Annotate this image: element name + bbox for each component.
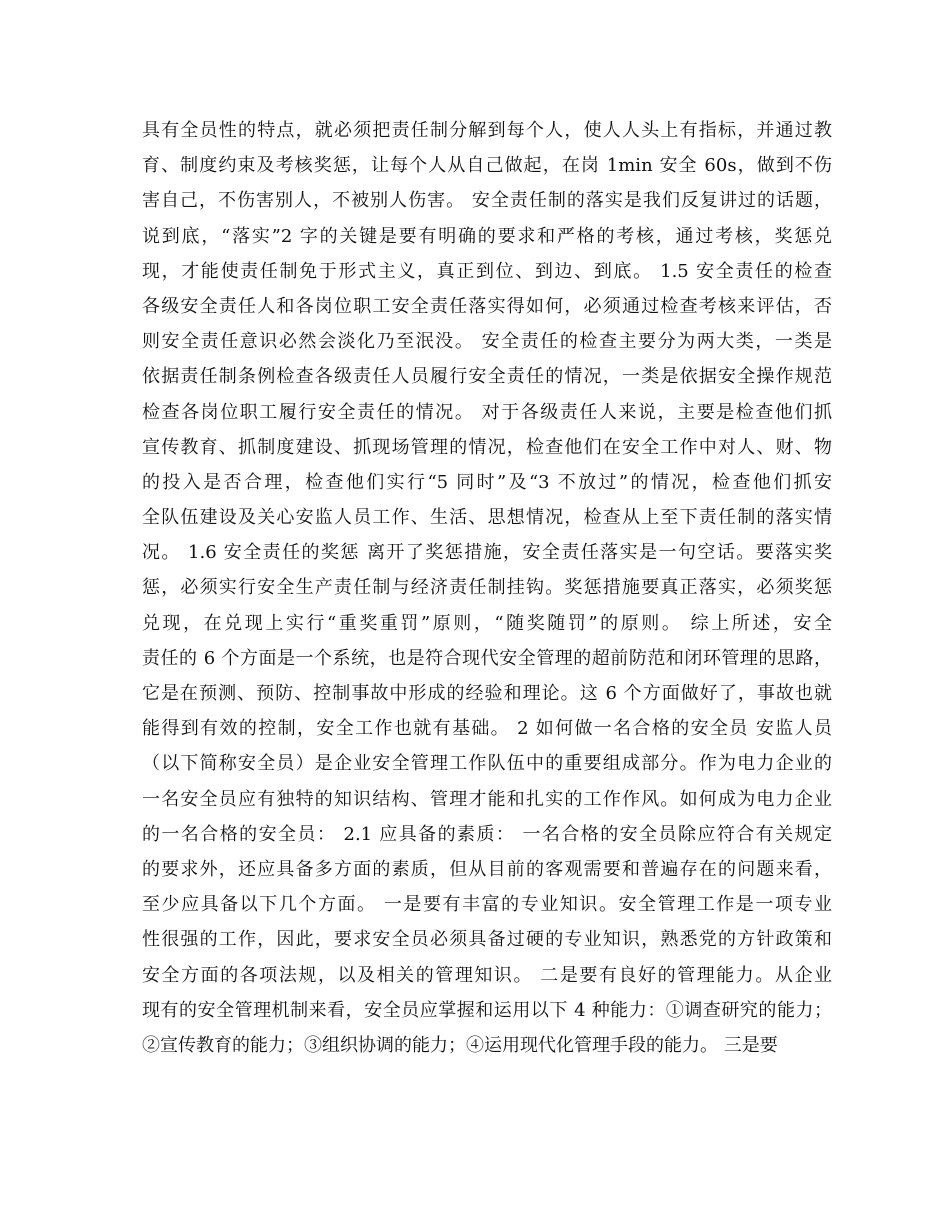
- body-text: [142, 113, 832, 1063]
- text-line: 现有的安全管理机制来看，安全员应掌握和运用以下 4 种能力：①调查研究的能力；: [142, 999, 832, 1021]
- text-line: 的要求外，还应具备多方面的素质，但从目前的客观需要和普遍存在的问题来看，: [142, 858, 832, 880]
- text-line: 具有全员性的特点，就必须把责任制分解到每个人，使人人头上有指标，并通过教: [142, 120, 832, 141]
- text-line: 的投入是否合理，检查他们实行“5 同时”及“3 不放过”的情况，检查他们抓安: [142, 471, 832, 493]
- text-line: 害自己，不伤害别人，不被别人伤害。 安全责任制的落实是我们反复讲过的话题，: [142, 190, 832, 212]
- text-line: 它是在预测、预防、控制事故中形成的经验和理论。这 6 个方面做好了，事故也就: [142, 683, 832, 704]
- text-line: 育、制度约束及考核奖惩，让每个人从自己做起，在岗 1min 安全 60s，做到不伤: [142, 155, 832, 177]
- text-line: 宣传教育、抓制度建设、抓现场管理的情况，检查他们在安全工作中对人、财、物: [142, 436, 832, 458]
- text-line: ②宣传教育的能力；③组织协调的能力；④运用现代化管理手段的能力。 三是要: [142, 1034, 778, 1056]
- text-line: （以下简称安全员）是企业安全管理工作队伍中的重要组成部分。作为电力企业的: [142, 753, 832, 775]
- text-line: 说到底，“落实”2 字的关键是要有明确的要求和严格的考核，通过考核，奖惩兑: [142, 225, 832, 247]
- text-line: 况。 1.6 安全责任的奖惩 离开了奖惩措施，安全责任落实是一句空话。要落实奖: [142, 542, 832, 564]
- text-line: 的一名合格的安全员： 2.1 应具备的素质： 一名合格的安全员除应符合有关规定: [142, 823, 832, 845]
- text-line: 兑现，在兑现上实行“重奖重罚”原则，“随奖随罚”的原则。 综上所述，安全: [142, 612, 832, 634]
- text-line: 至少应具备以下几个方面。 一是要有丰富的专业知识。安全管理工作是一项专业: [142, 894, 832, 916]
- text-line: 惩，必须实行安全生产责任制与经济责任制挂钩。奖惩措施要真正落实，必须奖惩: [142, 577, 832, 599]
- text-line: 性很强的工作，因此，要求安全员必须具备过硬的专业知识，熟悉党的方针政策和: [142, 929, 832, 951]
- text-line: 检查各岗位职工履行安全责任的情况。 对于各级责任人来说，主要是检查他们抓: [142, 401, 832, 423]
- text-line: 各级安全责任人和各岗位职工安全责任落实得如何，必须通过检查考核来评估，否: [142, 295, 832, 317]
- text-line: 安全方面的各项法规，以及相关的管理知识。 二是要有良好的管理能力。从企业: [142, 964, 832, 986]
- text-line: 现，才能使责任制免于形式主义，真正到位、到边、到底。 1.5 安全责任的检查: [142, 260, 832, 282]
- text-line: 则安全责任意识必然会淡化乃至泯没。 安全责任的检查主要分为两大类，一类是: [142, 331, 832, 353]
- text-line: 一名安全员应有独特的知识结构、管理才能和扎实的工作作风。如何成为电力企业: [142, 788, 832, 810]
- text-line: 能得到有效的控制，安全工作也就有基础。 2 如何做一名合格的安全员 安监人员: [142, 718, 832, 740]
- text-line: 责任的 6 个方面是一个系统，也是符合现代安全管理的超前防范和闭环管理的思路，: [142, 647, 832, 669]
- text-line: 全队伍建设及关心安监人员工作、生活、思想情况，检查从上至下责任制的落实情: [142, 507, 832, 529]
- text-line: 依据责任制条例检查各级责任人员履行安全责任的情况，一类是依据安全操作规范: [142, 366, 832, 388]
